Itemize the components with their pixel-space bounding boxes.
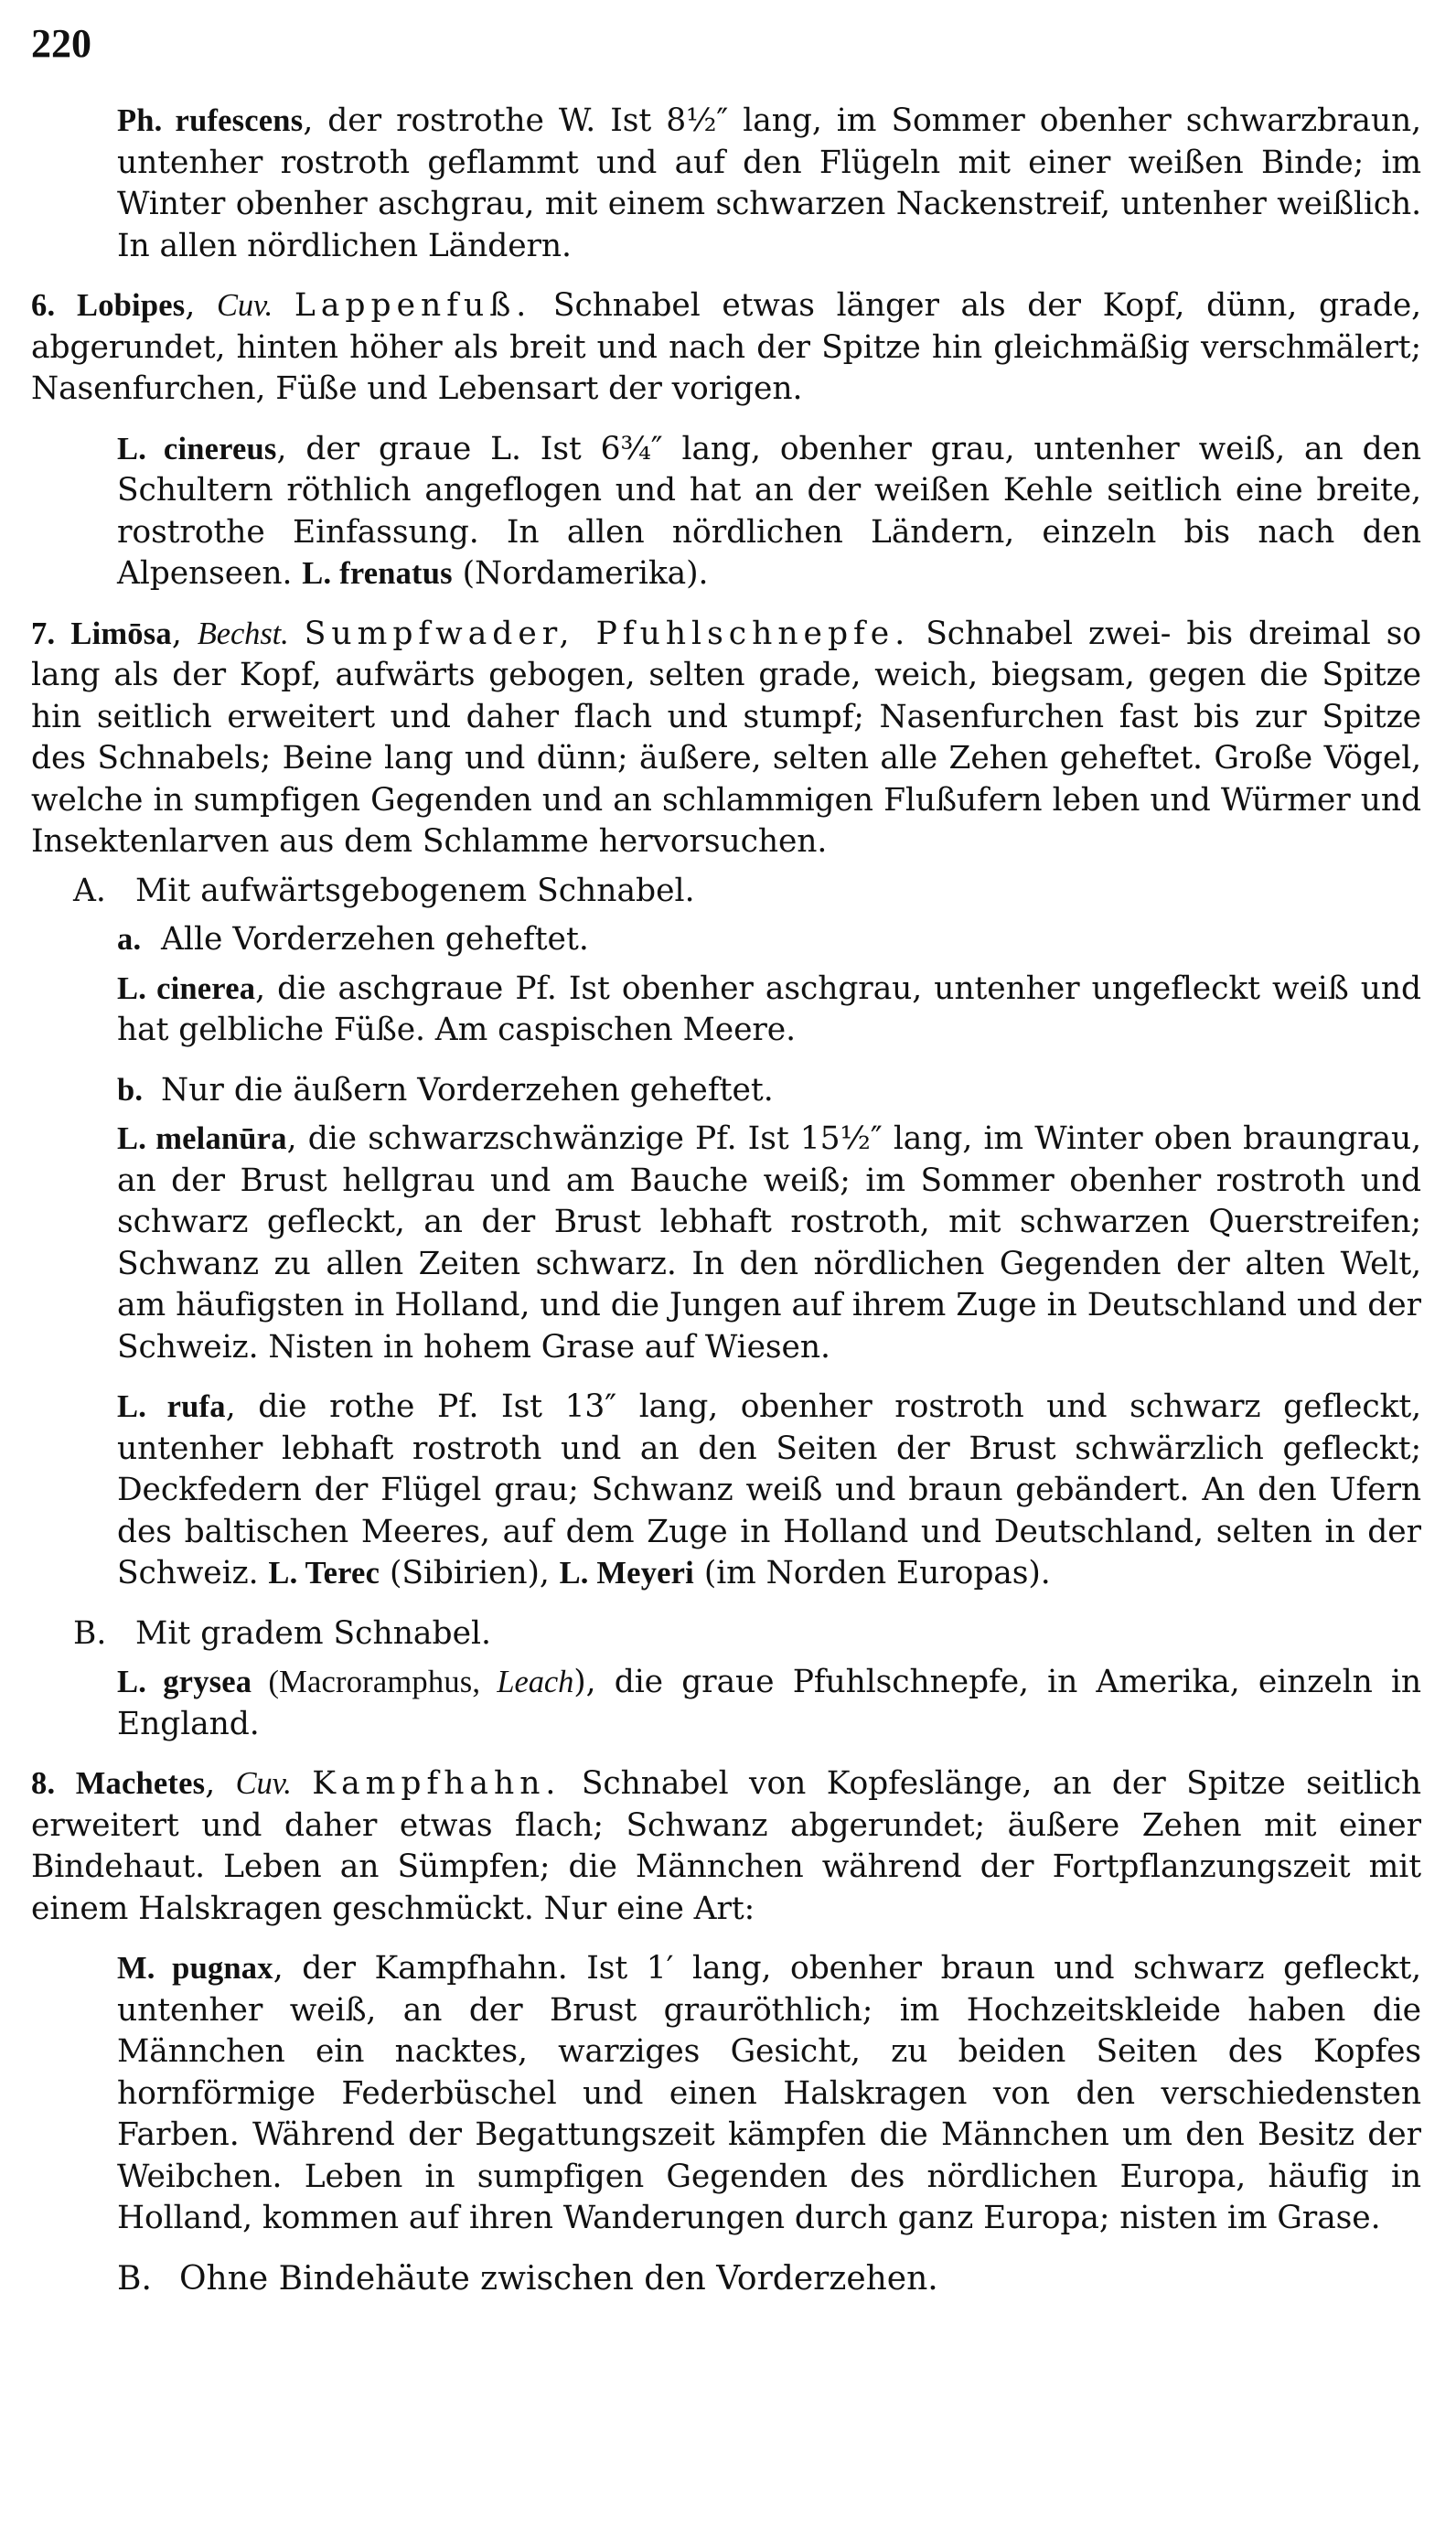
species-entry-l-cinerea xyxy=(31,969,1421,1052)
related-species-range: (Sibirien), xyxy=(380,1555,560,1591)
key-text: Alle Vorderzehen geheftet. xyxy=(161,921,589,958)
species-entry-l-rufa xyxy=(31,1387,1421,1595)
related-species-name: L. frenatus xyxy=(302,556,453,591)
genus-name: Machetes xyxy=(75,1766,206,1801)
key-section-a-upper xyxy=(31,871,1421,913)
species-name: M. pugnax xyxy=(117,1951,273,1986)
species-name: L. cinerea xyxy=(117,970,256,1006)
species-name: Ph. rufescens xyxy=(117,103,304,138)
genus-entry-lobipes: 6. Lobipes, Cuv. Lappenfuß. Schnabel etwas länger als der Kopf, dünn, grade, abgerundet, hinten höher als breit und nach der Spitze hin gleichmäßig verschmälert; Nasenfurchen, Füße und Lebensart der vorigen. xyxy=(31,287,1421,407)
genus-author: Bechst. xyxy=(197,616,289,651)
key-section-b-final xyxy=(31,2258,1421,2300)
related-species-range: (Nordamerika). xyxy=(452,555,709,592)
species-name: L. rufa xyxy=(117,1389,226,1424)
key-text: Nur die äußern Vorderzehen geheftet. xyxy=(161,1071,774,1109)
species-entry-l-cinereus xyxy=(31,429,1421,595)
species-name: L. melanūra xyxy=(117,1121,287,1156)
page-number: 220 xyxy=(31,21,91,66)
species-name: L. grysea xyxy=(117,1665,252,1699)
genus-author: Cuv. xyxy=(216,288,273,323)
genus-name: Lobipes xyxy=(77,288,186,323)
key-section-b-upper xyxy=(31,1613,1421,1655)
species-description: , die aschgraue Pf. Ist obenher aschgrau, untenher ungefleckt weiß und hat gelbliche Füße. Am caspischen Meere. xyxy=(117,970,1421,1048)
key-mark: B. xyxy=(117,2259,152,2298)
genus-author: Cuv. xyxy=(235,1766,292,1801)
related-species-name: L. Terec xyxy=(268,1556,380,1591)
species-name: L. cinereus xyxy=(117,431,277,466)
species-description: , die schwarzschwänzige Pf. Ist 15½″ lang, im Winter oben braungrau, an der Brust hellgrau und am Bauche weiß; im Sommer obenher rostroth und schwarz gefleckt, an der Brust lebhaft rostroth, mit schwarzen Querstreifen; Schwanz zu allen Zeiten schwarz. In den nördlichen Gegenden der alten Welt, am häufigsten in Holland, und die Jungen auf ihrem Zuge in Deutschland und der Schweiz. Nisten in hohem Grase auf Wiesen. xyxy=(117,1120,1421,1366)
key-text: Mit aufwärtsgebogenem Schnabel. xyxy=(135,872,695,909)
species-entry-l-melanura xyxy=(31,1119,1421,1368)
genus-description: Schnabel zwei- bis dreimal so lang als der Kopf, aufwärts gebogen, selten grade, weich, biegsam, gegen die Spitze hin seitlich erweitert und daher flach und stumpf; Nasenfurchen fast bis zur Spitze des Schnabels; Beine lang und dünn; äußere, selten alle Zehen geheftet. Große Vögel, welche in sumpfigen Gegenden und an schlammigen Flußufern leben und Würmer und Insektenlarven aus dem Schlamme hervorsuchen. xyxy=(31,615,1421,860)
genus-common-name: Lappenfuß. xyxy=(294,287,532,324)
species-synonym: (Macroramphus, xyxy=(252,1665,498,1699)
genus-number: 6. xyxy=(31,288,56,323)
genus-description: Schnabel von Kopfeslänge, an der Spitze seitlich erweitert und daher etwas flach; Schwanz abgerundet; äußere Zehen mit einer Bindehaut. Leben an Sümpfen; die Männchen während der Fortpflanzungszeit mit einem Halskragen geschmückt. Nur eine Art: xyxy=(31,1765,1421,1927)
species-description: , die rothe Pf. Ist 13″ lang, obenher rostroth und schwarz gefleckt, untenher lebhaft rostroth und an den Seiten der Brust schwärzlich gefleckt; Deckfedern der Flügel grau; Schwanz weiß und braun gebändert. An den Ufern des baltischen Meeres, auf dem Zuge in Holland und Deutschland, selten in der Schweiz. xyxy=(117,1388,1421,1591)
species-description: , der graue L. Ist 6¾″ lang, obenher grau, untenher weiß, an den Schultern röthlich angeflogen und hat an der weißen Kehle seitlich eine breite, rostrothe Einfassung. In allen nördlichen Ländern, einzeln bis nach den Alpenseen. xyxy=(117,430,1421,592)
key-mark: A. xyxy=(73,872,106,909)
genus-description: Schnabel etwas länger als der Kopf, dünn, grade, abgerundet, hinten höher als breit und nach der Spitze hin gleichmäßig verschmälert; Nasenfurchen, Füße und Lebensart der vorigen. xyxy=(31,287,1421,407)
related-species-range: (im Norden Europas). xyxy=(693,1555,1051,1591)
key-text: Mit gradem Schnabel. xyxy=(135,1614,491,1652)
genus-number: 7. xyxy=(31,616,56,651)
genus-number: 8. xyxy=(31,1766,56,1801)
species-description: , der rostrothe W. Ist 8½″ lang, im Sommer obenher schwarzbraun, untenher rostroth geflammt und auf den Flügeln mit einer weißen Binde; im Winter obenher aschgrau, mit einem schwarzen Nackenstreif, untenher weißlich. In allen nördlichen Ländern. xyxy=(117,102,1421,264)
related-species-name: L. Meyeri xyxy=(559,1556,694,1591)
species-entry-m-pugnax xyxy=(31,1948,1421,2240)
genus-entry-limosa: 7. Limōsa, Bechst. Sumpfwader, Pfuhlschnepfe. Schnabel zwei- bis dreimal so lang als der Kopf, aufwärts gebogen, selten grade, weich, biegsam, gegen die Spitze hin seitlich erweitert und daher flach und stumpf; Nasenfurchen fast bis zur Spitze des Schnabels; Beine lang und dünn; äußere, selten alle Zehen geheftet. Große Vögel, welche in sumpfigen Gegenden und an schlammigen Flußufern leben und Würmer und Insektenlarven aus dem Schlamme hervorsuchen. xyxy=(31,615,1421,860)
key-text: Ohne Bindehäute zwischen den Vorderzehen. xyxy=(179,2259,938,2298)
key-section-a-lower xyxy=(31,919,1421,961)
key-mark: b. xyxy=(117,1072,144,1108)
genus-name: Limōsa xyxy=(70,616,172,651)
species-entry-ph-rufescens xyxy=(31,101,1421,267)
synonym-author: Leach xyxy=(497,1665,574,1699)
key-mark: B. xyxy=(73,1614,107,1652)
species-entry-l-grysea xyxy=(31,1662,1421,1745)
genus-common-name: Sumpfwader, Pfuhlschnepfe. xyxy=(304,615,911,652)
species-description: , der Kampfhahn. Ist 1′ lang, obenher braun und schwarz gefleckt, untenher weiß, an der Brust grauröthlich; im Hochzeitskleide haben die Männchen ein nacktes, warziges Gesicht, zu beiden Seiten des Kopfes hornförmige Federbüschel und einen Halskragen von den verschiedensten Farben. Während der Begattungszeit kämpfen die Männchen um den Besitz der Weibchen. Leben in sumpfigen Gegenden des nördlichen Europa, häufig in Holland, kommen auf ihren Wanderungen durch ganz Europa; nisten im Grase. xyxy=(117,1950,1421,2236)
key-section-b-lower xyxy=(31,1070,1421,1112)
species-description: ), die graue Pfuhlschnepfe, in Amerika, einzeln in England. xyxy=(117,1664,1421,1742)
genus-common-name: Kampfhahn. xyxy=(312,1765,562,1802)
key-mark: a. xyxy=(117,922,142,957)
genus-entry-machetes: 8. Machetes, Cuv. Kampfhahn. Schnabel von Kopfeslänge, an der Spitze seitlich erweitert und daher etwas flach; Schwanz abgerundet; äußere Zehen mit einer Bindehaut. Leben an Sümpfen; die Männchen während der Fortpflanzungszeit mit einem Halskragen geschmückt. Nur eine Art: xyxy=(31,1765,1421,1927)
book-page xyxy=(31,20,1421,2517)
